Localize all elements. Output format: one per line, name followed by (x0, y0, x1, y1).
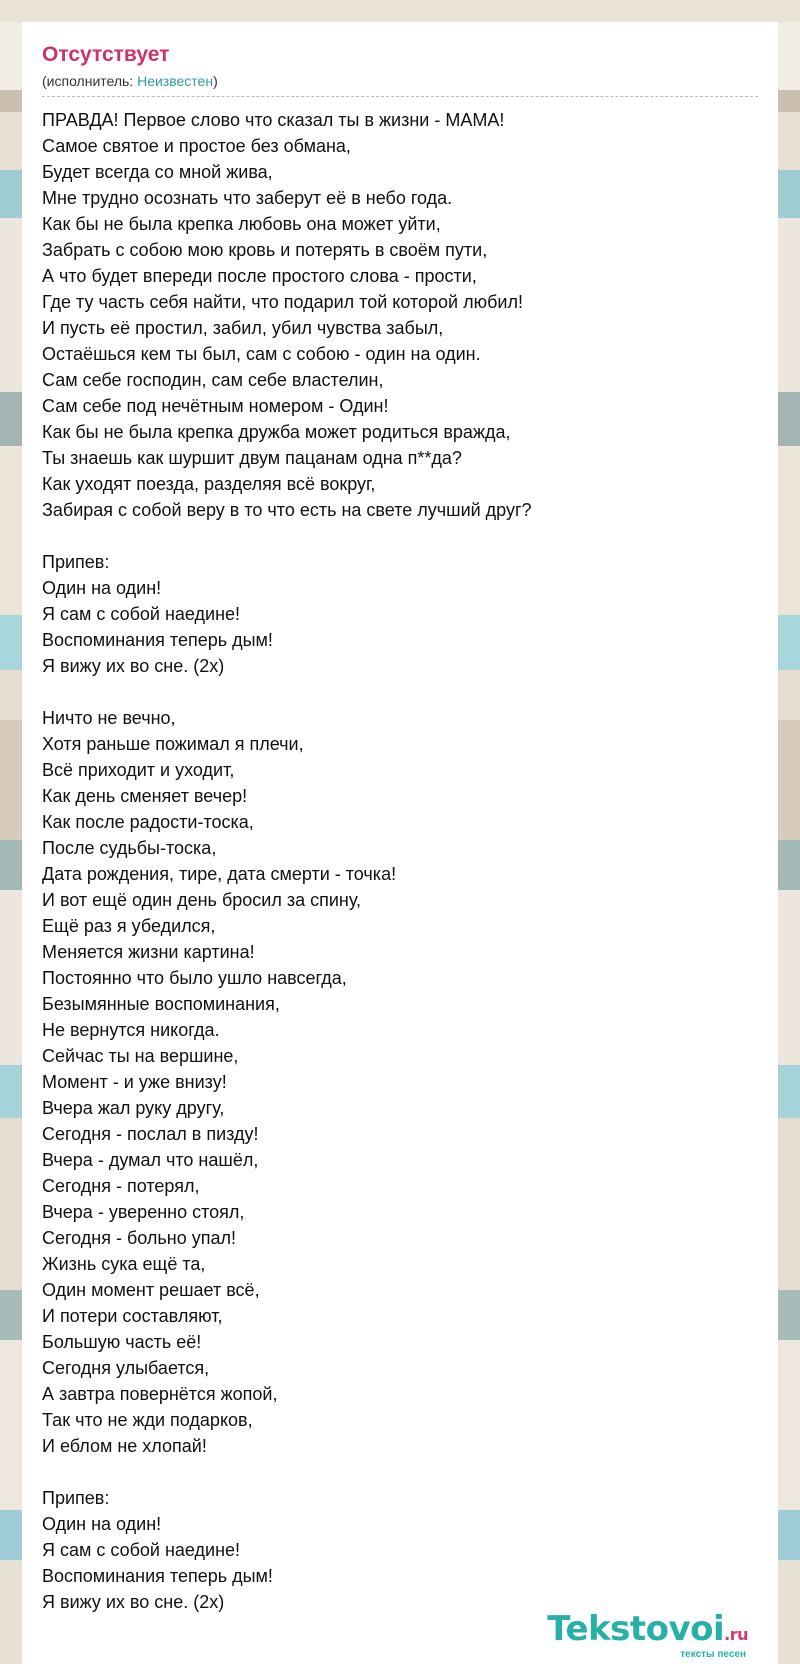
song-title: Отсутствует (42, 43, 170, 66)
lyric-line: Всё приходит и уходит, (42, 760, 235, 780)
lyric-line: Я сам с собой наедине! (42, 604, 241, 624)
lyric-line: Меняется жизни картина! (42, 942, 255, 962)
lyric-line: Где ту часть себя найти, что подарил той которой любил! (42, 292, 523, 312)
lyric-line: Ты знаешь как шуршит двум пацанам одна п**да? (42, 448, 462, 468)
lyric-line: Вчера жал руку другу, (42, 1098, 225, 1118)
lyric-line: И потери составляют, (42, 1306, 223, 1326)
lyric-line: Как бы не была крепка дружба может родиться вражда, (42, 422, 511, 442)
lyric-line: Забирая с собой веру в то что есть на свете лучший друг? (42, 500, 532, 520)
performer-prefix: (исполнитель: (42, 73, 138, 89)
lyric-line: Самое святое и простое без обмана, (42, 136, 351, 156)
lyric-line: ПРАВДА! Первое слово что сказал ты в жизни - МАМА! (42, 110, 505, 130)
lyric-line: Один момент решает всё, (42, 1280, 260, 1300)
lyric-line: Как после радости-тоска, (42, 812, 254, 832)
lyric-line: Ничто не вечно, (42, 708, 176, 728)
lyric-line: Так что не жди подарков, (42, 1410, 253, 1430)
lyric-line: Как день сменяет вечер! (42, 786, 248, 806)
lyric-line: Один на один! (42, 578, 162, 598)
lyric-line: Сегодня - больно упал! (42, 1228, 237, 1248)
lyric-line: Остаёшься кем ты был, сам с собою - один на один. (42, 344, 481, 364)
lyric-line: Припев: (42, 1488, 110, 1508)
lyric-line: Вчера - думал что нашёл, (42, 1150, 259, 1170)
stanza-gap (42, 679, 758, 705)
stanza-gap (42, 523, 758, 549)
lyrics-card (22, 22, 778, 1664)
performer-suffix: ) (213, 73, 218, 89)
logo-wordmark: Tekstovoi (547, 1609, 725, 1649)
lyric-line: Сегодня - послал в пизду! (42, 1124, 259, 1144)
lyric-line: Не вернутся никогда. (42, 1020, 220, 1040)
performer-line (42, 72, 758, 97)
site-logo[interactable] (547, 1611, 748, 1660)
lyric-line: Сейчас ты на вершине, (42, 1046, 239, 1066)
lyric-line: Как бы не была крепка любовь она может уйти, (42, 214, 441, 234)
lyric-line: После судьбы-тоска, (42, 838, 217, 858)
lyric-line: Сам себе господин, сам себе властелин, (42, 370, 384, 390)
lyric-line: Я вижу их во сне. (2х) (42, 1592, 225, 1612)
lyric-line: Один на один! (42, 1514, 162, 1534)
lyric-line: Большую часть её! (42, 1332, 202, 1352)
lyric-line: Сегодня улыбается, (42, 1358, 210, 1378)
lyric-line: Жизнь сука ещё та, (42, 1254, 206, 1274)
lyric-line: Забрать с собою мою кровь и потерять в своём пути, (42, 240, 488, 260)
lyric-line: Постоянно что было ушло навсегда, (42, 968, 347, 988)
lyric-line: Мне трудно осознать что заберут её в небо года. (42, 188, 453, 208)
logo-tld: .ru (724, 1625, 748, 1644)
lyric-line: Дата рождения, тире, дата смерти - точка! (42, 864, 397, 884)
lyric-line: Я вижу их во сне. (2х) (42, 656, 225, 676)
lyric-line: Хотя раньше пожимал я плечи, (42, 734, 304, 754)
lyric-line: И пусть её простил, забил, убил чувства забыл, (42, 318, 444, 338)
lyrics-text (42, 107, 758, 1615)
lyric-line: Безымянные воспоминания, (42, 994, 280, 1014)
lyric-line: Воспоминания теперь дым! (42, 630, 273, 650)
lyric-line: Я сам с собой наедине! (42, 1540, 241, 1560)
lyric-line: Момент - и уже внизу! (42, 1072, 227, 1092)
lyric-line: Припев: (42, 552, 110, 572)
lyric-line: Сам себе под нечётным номером - Один! (42, 396, 389, 416)
logo-tagline: тексты песен (680, 1649, 746, 1660)
lyric-line: Как уходят поезда, разделяя всё вокруг, (42, 474, 376, 494)
lyric-line: И вот ещё один день бросил за спину, (42, 890, 362, 910)
lyric-line: Будет всегда со мной жива, (42, 162, 273, 182)
lyric-line: А завтра повернётся жопой, (42, 1384, 278, 1404)
lyric-line: Сегодня - потерял, (42, 1176, 200, 1196)
lyric-line: А что будет впереди после простого слова - прости, (42, 266, 477, 286)
performer-link[interactable]: Неизвестен (137, 73, 214, 89)
lyric-line: И еблом не хлопай! (42, 1436, 207, 1456)
stanza-gap (42, 1459, 758, 1485)
lyric-line: Ещё раз я убедился, (42, 916, 216, 936)
lyric-line: Воспоминания теперь дым! (42, 1566, 273, 1586)
lyric-line: Вчера - уверенно стоял, (42, 1202, 245, 1222)
